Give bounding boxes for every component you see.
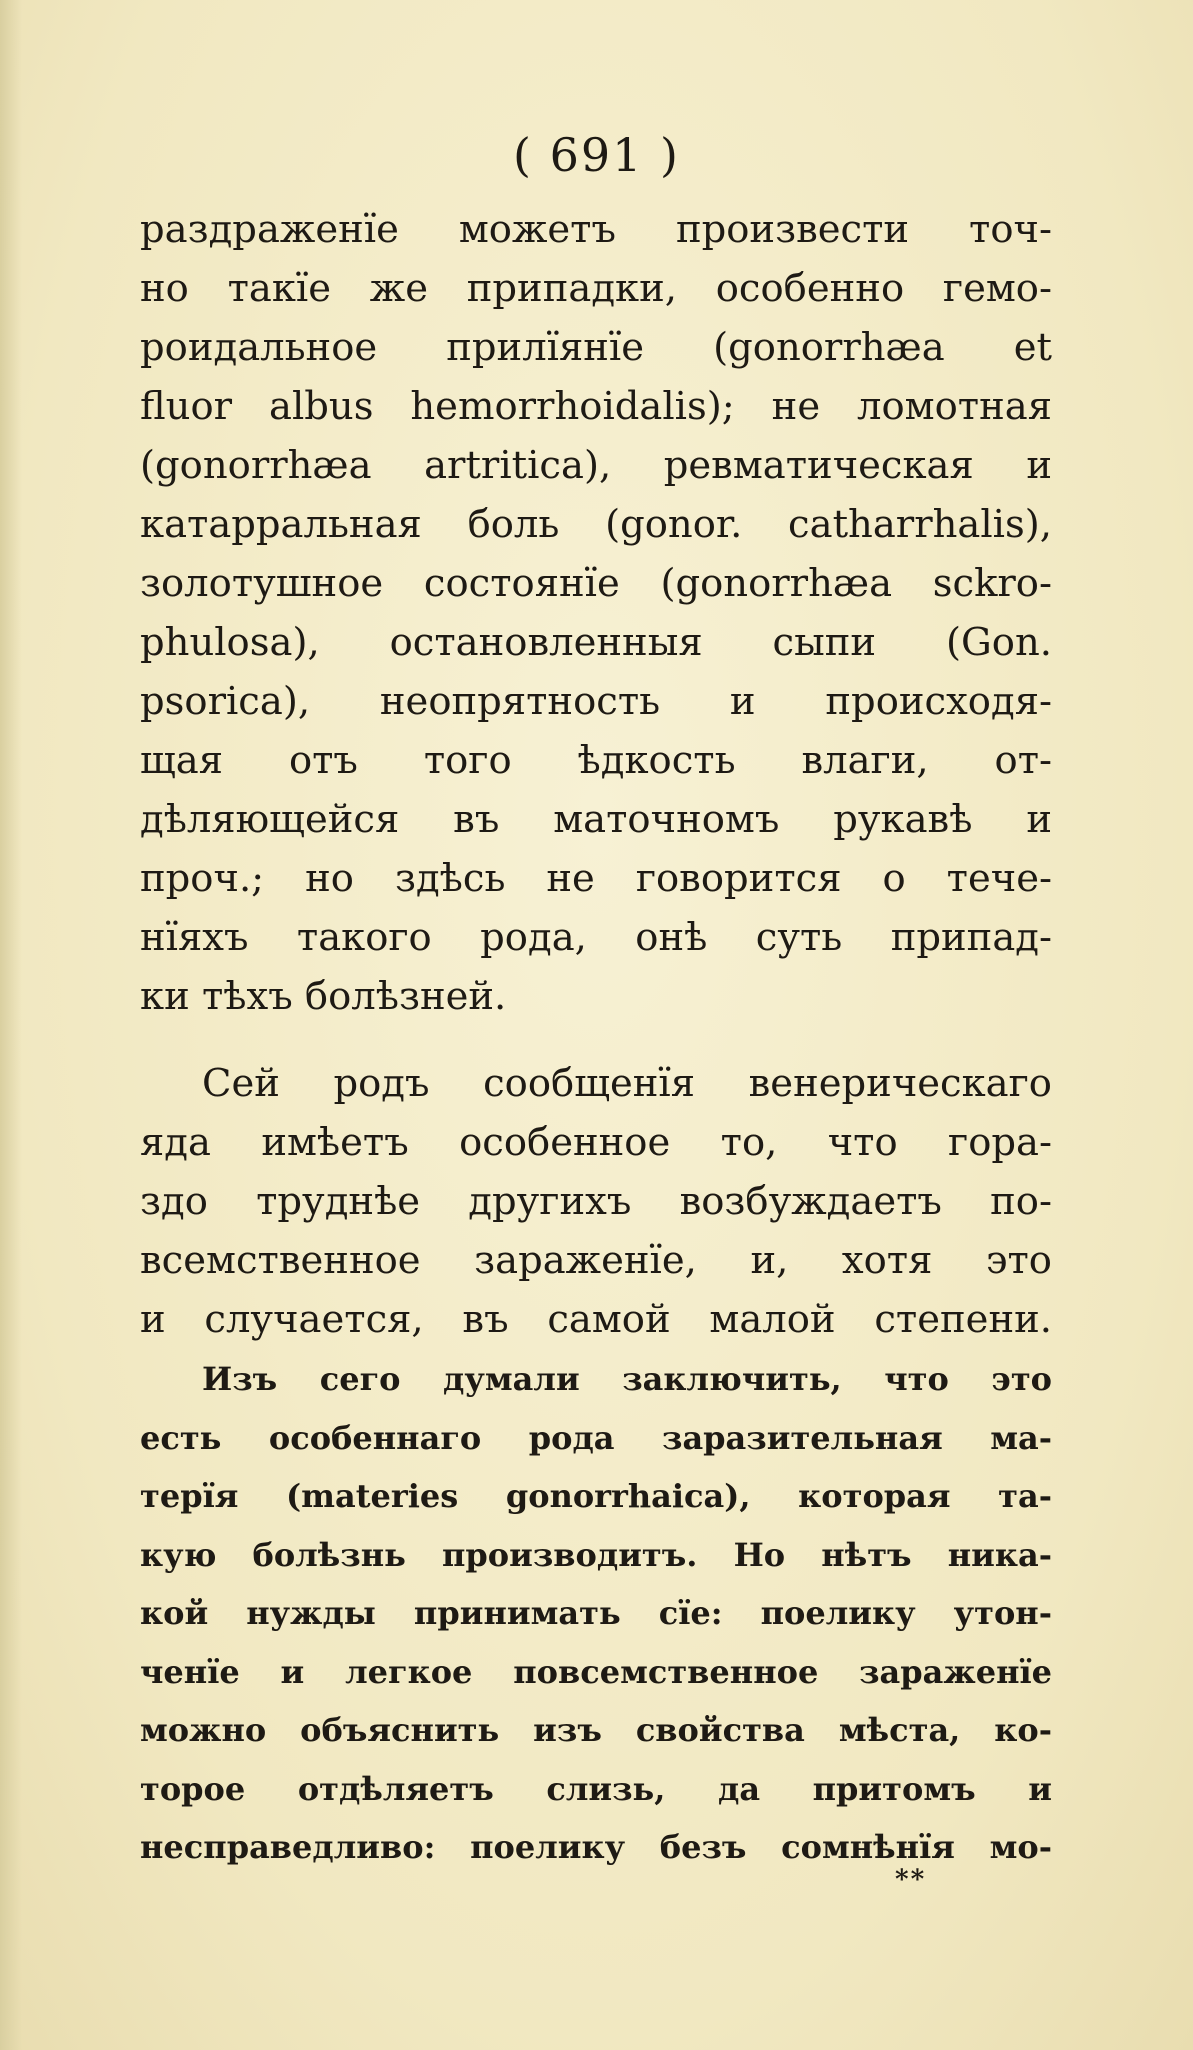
text-line: раздраженїе можетъ произвести точ- [140,207,1052,252]
text-line: fluor albus hemorrhoidalis); не ломотная [140,384,1052,429]
text-line: (gonorrhæa artritica), ревматическая и [140,443,1052,488]
text-line: ченїе и легкое повсемственное зараженїе [140,1652,1052,1691]
text-line: роидальное прилїянїе (gonorrhæa et [140,325,1052,370]
page-number: ( 691 ) [513,128,680,182]
text-line: яда имѣетъ особенное то, что гора- [140,1120,1052,1165]
text-line: Изъ сего думали заключить, что это [202,1360,1052,1398]
text-line: и случается, въ самой малой степени. [140,1297,1052,1342]
paragraph-3 [140,1350,1052,1877]
text-line: проч.; но здѣсь не говорится о тече- [140,856,1052,901]
signature-mark: ** [895,1865,927,1895]
text-line: phulosa), остановленныя сыпи (Gon. [140,620,1052,665]
text-line: терїя (materies gonorrhaica), которая та- [140,1477,1052,1515]
paragraph-1 [140,200,1052,1026]
text-line: psorica), неопрятность и происходя- [140,679,1052,724]
text-line: золотушное состоянїе (gonorrhæa sckro- [140,561,1052,606]
text-line: здо труднѣе другихъ возбуждаетъ по- [140,1179,1052,1224]
text-line: торое отдѣляетъ слизь, да притомъ и [140,1769,1052,1808]
text-line: ки тѣхъ болѣзней. [140,974,507,1019]
text-line: кую болѣзнь производитъ. Но нѣтъ ника- [140,1535,1052,1574]
text-line: Сей родъ сообщенїя венерическаго [202,1061,1052,1106]
paragraph-2 [140,1054,1052,1349]
text-line: несправедливо: поелику безъ сомнѣнїя мо- [140,1828,1052,1866]
text-line: кой нужды принимать сїе: поелику утон- [140,1594,1052,1632]
text-line: нїяхъ такого рода, онѣ суть припад- [140,915,1052,960]
text-line: но такїе же припадки, особенно гемо- [140,266,1052,311]
text-line: есть особеннаго рода заразительная ма- [140,1418,1052,1457]
text-line: дѣляющейся въ маточномъ рукавѣ и [140,797,1052,842]
text-line: щая отъ того ѣдкость влаги, от- [140,738,1052,783]
page-edge-shadow [0,0,22,2050]
text-line: катарральная боль (gonor. catharrhalis), [140,502,1052,547]
text-line: можно объяснить изъ свойства мѣста, ко- [140,1711,1052,1749]
text-line: всемственное зараженїе, и, хотя это [140,1238,1052,1283]
